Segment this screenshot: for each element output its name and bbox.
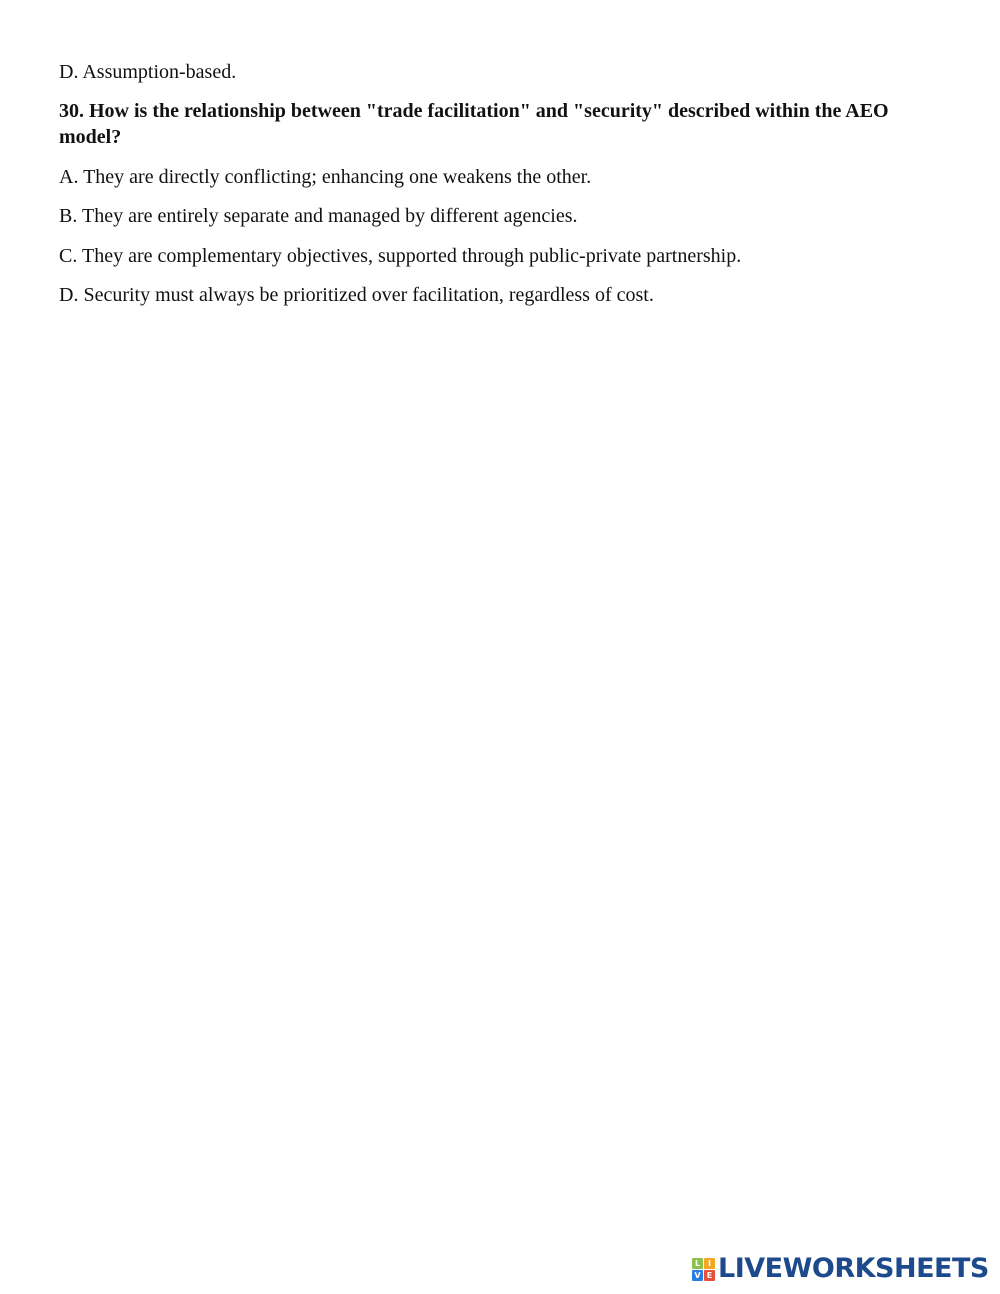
logo-text: LIVEWORKSHEETS xyxy=(718,1253,989,1284)
logo-mark-tile: L xyxy=(692,1258,703,1269)
question-30: 30. How is the relationship between "trade facilitation" and "security" described within the AEO model? xyxy=(59,100,889,148)
answer-option-c: C. They are complementary objectives, supported through public-private partnership. xyxy=(59,245,742,267)
logo-mark-icon xyxy=(692,1258,715,1281)
answer-option-d: D. Security must always be prioritized over facilitation, regardless of cost. xyxy=(59,284,654,306)
logo-mark-tile: I xyxy=(704,1258,715,1269)
liveworksheets-logo xyxy=(692,1254,989,1284)
logo-mark-tile: V xyxy=(692,1270,703,1281)
logo-mark-tile: E xyxy=(704,1270,715,1281)
previous-answer-option-d: D. Assumption-based. xyxy=(59,61,237,83)
answer-option-b: B. They are entirely separate and managed by different agencies. xyxy=(59,205,578,227)
answer-option-a: A. They are directly conflicting; enhancing one weakens the other. xyxy=(59,166,592,188)
